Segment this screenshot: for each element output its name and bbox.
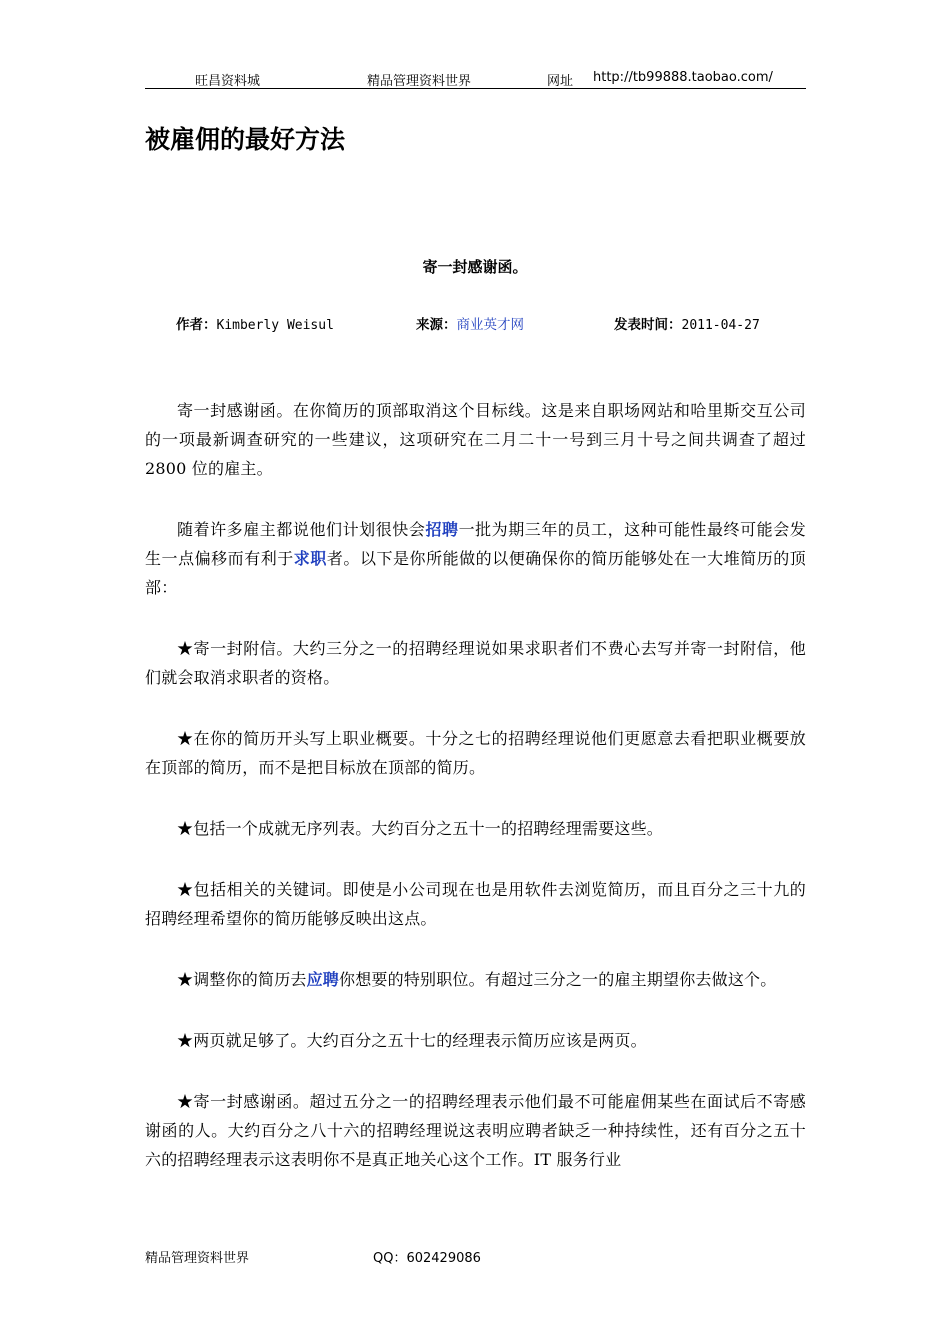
date-line [614,313,760,333]
publish-date: 2011-04-27 [681,318,760,333]
keyword-link-jobseek[interactable]: 求职 [293,549,327,568]
paragraph: ★在你的简历开头写上职业概要。十分之七的招聘经理说他们更愿意去看把职业概要放在顶部的简历，而不是把目标放在顶部的简历。 [145,729,806,777]
author-name: Kimberly Weisul [216,318,334,333]
paragraph: ★调整你的简历去应聘你想要的特别职位。有超过三分之一的雇主期望你去做这个。 [177,970,777,989]
paragraph: ★寄一封附信。大约三分之一的招聘经理说如果求职者们不费心去写并寄一封附信，他们就会取消求职者的资格。 [145,639,806,687]
keyword-link-apply[interactable]: 应聘 [306,970,340,989]
paragraph: ★包括一个成就无序列表。大约百分之五十一的招聘经理需要这些。 [177,819,664,838]
footer-world-name: 精品管理资料世界 [145,1251,250,1266]
author-line [176,313,334,333]
paragraph: ★两页就足够了。大约百分之五十七的经理表示简历应该是两页。 [177,1031,647,1050]
paragraph: 随着许多雇主都说他们计划很快会招聘一批为期三年的员工，这种可能性最终可能会发生一点偏移而有利于求职者。以下是你所能做的以便确保你的简历能够处在一大堆简历的顶部： [145,520,806,597]
header-world-name: 精品管理资料世界 [367,74,472,89]
header-shop-name: 旺昌资料城 [195,74,261,89]
date-label: 发表时间： [614,317,682,333]
author-label: 作者： [176,317,217,333]
source-label: 来源： [416,317,457,333]
paragraph: 寄一封感谢函。在你简历的顶部取消这个目标线。这是来自职场网站和哈里斯交互公司的一项最新调查研究的一些建议，这项研究在二月二十一号到三月十号之间共调查了超过 2800 位的雇主。 [145,401,806,478]
document-subtitle: 寄一封感谢函。 [422,258,528,276]
source-line [416,313,524,333]
article-body [145,396,806,1174]
keyword-link-recruit[interactable]: 招聘 [425,520,459,539]
paragraph: ★包括相关的关键词。即使是小公司现在也是用软件去浏览简历，而且百分之三十九的招聘经理希望你的简历能够反映出这点。 [145,880,806,928]
footer-qq: QQ：602429086 [373,1251,481,1266]
document-title: 被雇佣的最好方法 [145,125,346,154]
header-url-label: 网址 [547,74,574,89]
page-header [145,66,806,89]
paragraph: ★寄一封感谢函。超过五分之一的招聘经理表示他们最不可能雇佣某些在面试后不寄感谢函的人。大约百分之八十六的招聘经理说这表明应聘者缺乏一种持续性，还有百分之五十六的招聘经理表示这表明你不是真正地关心这个工作。IT 服务行业 [145,1092,806,1169]
header-url-link[interactable]: http://tb99888.taobao.com/ [593,70,773,85]
source-link[interactable]: 商业英才网 [456,317,524,333]
